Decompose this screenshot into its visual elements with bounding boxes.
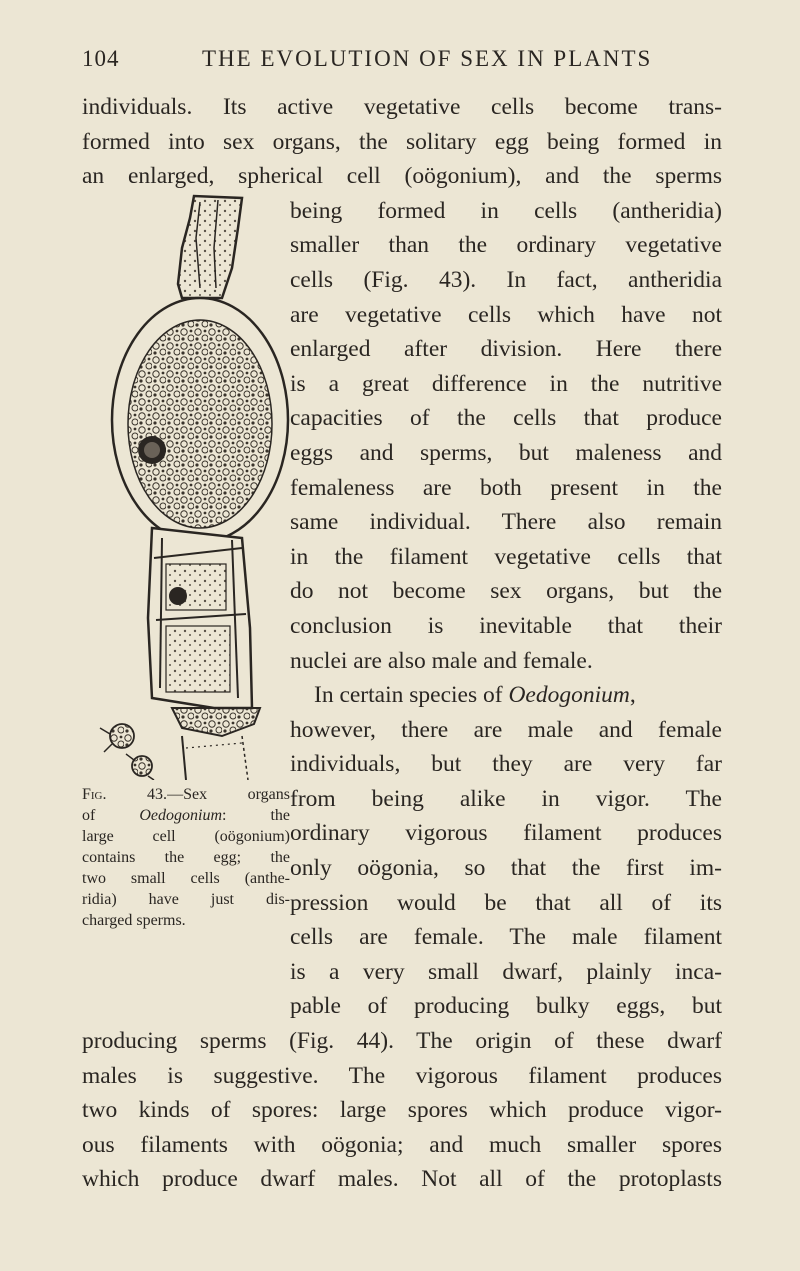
text-line: ordinary vigorous filament produces: [290, 820, 722, 847]
text-line: two kinds of spores: large spores which produce vigor-: [82, 1097, 722, 1124]
text-line: are vegetative cells which have not: [290, 301, 722, 328]
text-line: however, there are male and female: [290, 716, 722, 743]
text-line: cells are female. The male filament: [290, 924, 722, 951]
text-line-genus: [290, 678, 722, 713]
text-line: eggs and sperms, but maleness and: [290, 439, 722, 466]
caption-genus: Oedogonium: [139, 807, 222, 824]
text-line: is a great difference in the nutritive: [290, 370, 722, 397]
caption-fragment: —Sex organs: [167, 786, 290, 803]
caption-line: contains the egg; the: [82, 849, 290, 866]
text-line: capacities of the cells that produce: [290, 405, 722, 432]
text-line: individuals. Its active vegetative cells become trans-: [82, 94, 722, 120]
page-header: [82, 46, 722, 80]
figure-caption: [82, 784, 290, 931]
running-title: THE EVOLUTION OF SEX IN PLANTS: [202, 46, 653, 71]
text-fragment: In certain species of: [314, 682, 509, 709]
text-line: pression would be that all of its: [290, 889, 722, 916]
text-line: which produce dwarf males. Not all of the protoplasts: [82, 1166, 722, 1193]
text-line: males is suggestive. The vigorous filament produces: [82, 1062, 722, 1089]
text-line: cells (Fig. 43). In fact, antheridia: [290, 266, 722, 293]
text-line: ous filaments with oögonia; and much smaller spores: [82, 1131, 722, 1158]
text-line: an enlarged, spherical cell (oögonium), and the sperms: [82, 163, 722, 190]
text-line: pable of producing bulky eggs, but: [290, 993, 722, 1020]
text-line: formed into sex organs, the solitary egg being formed in: [82, 128, 722, 155]
text-fragment: ,: [629, 682, 636, 709]
text-line: enlarged after division. Here there: [290, 336, 722, 363]
caption-line: two small cells (anthe-: [82, 870, 290, 887]
text-line: in the filament vegetative cells that: [290, 543, 722, 570]
text-line: being formed in cells (antheridia): [290, 197, 722, 224]
caption-line: [82, 784, 290, 805]
text-line: is a very small dwarf, plainly inca-: [290, 958, 722, 985]
text-line: smaller than the ordinary vegetative: [290, 232, 722, 259]
text-line: individuals, but they are very far: [290, 751, 722, 778]
genus-name: Oedogonium: [508, 682, 630, 709]
caption-label: Fig. 43.: [82, 786, 168, 803]
caption-fragment: : the: [222, 807, 290, 824]
page-number: 104: [82, 46, 120, 71]
text-line: conclusion is inevitable that their: [290, 612, 722, 639]
caption-line: ridia) have just dis-: [82, 891, 290, 908]
text-line: only oögonia, so that the first im-: [290, 855, 722, 882]
text-line: from being alike in vigor. The: [290, 785, 722, 812]
text-line: femaleness are both present in the: [290, 474, 722, 501]
oedogonium-illustration: [82, 188, 292, 780]
text-line: nuclei are also male and female.: [290, 647, 593, 674]
caption-line: large cell (oögonium): [82, 828, 290, 845]
caption-fragment: of: [82, 807, 140, 824]
text-line: same individual. There also remain: [290, 509, 722, 536]
text-line: do not become sex organs, but the: [290, 578, 722, 605]
caption-line: [82, 805, 290, 826]
caption-line: charged sperms.: [82, 912, 186, 929]
text-line: producing sperms (Fig. 44). The origin of these dwarf: [82, 1028, 722, 1055]
